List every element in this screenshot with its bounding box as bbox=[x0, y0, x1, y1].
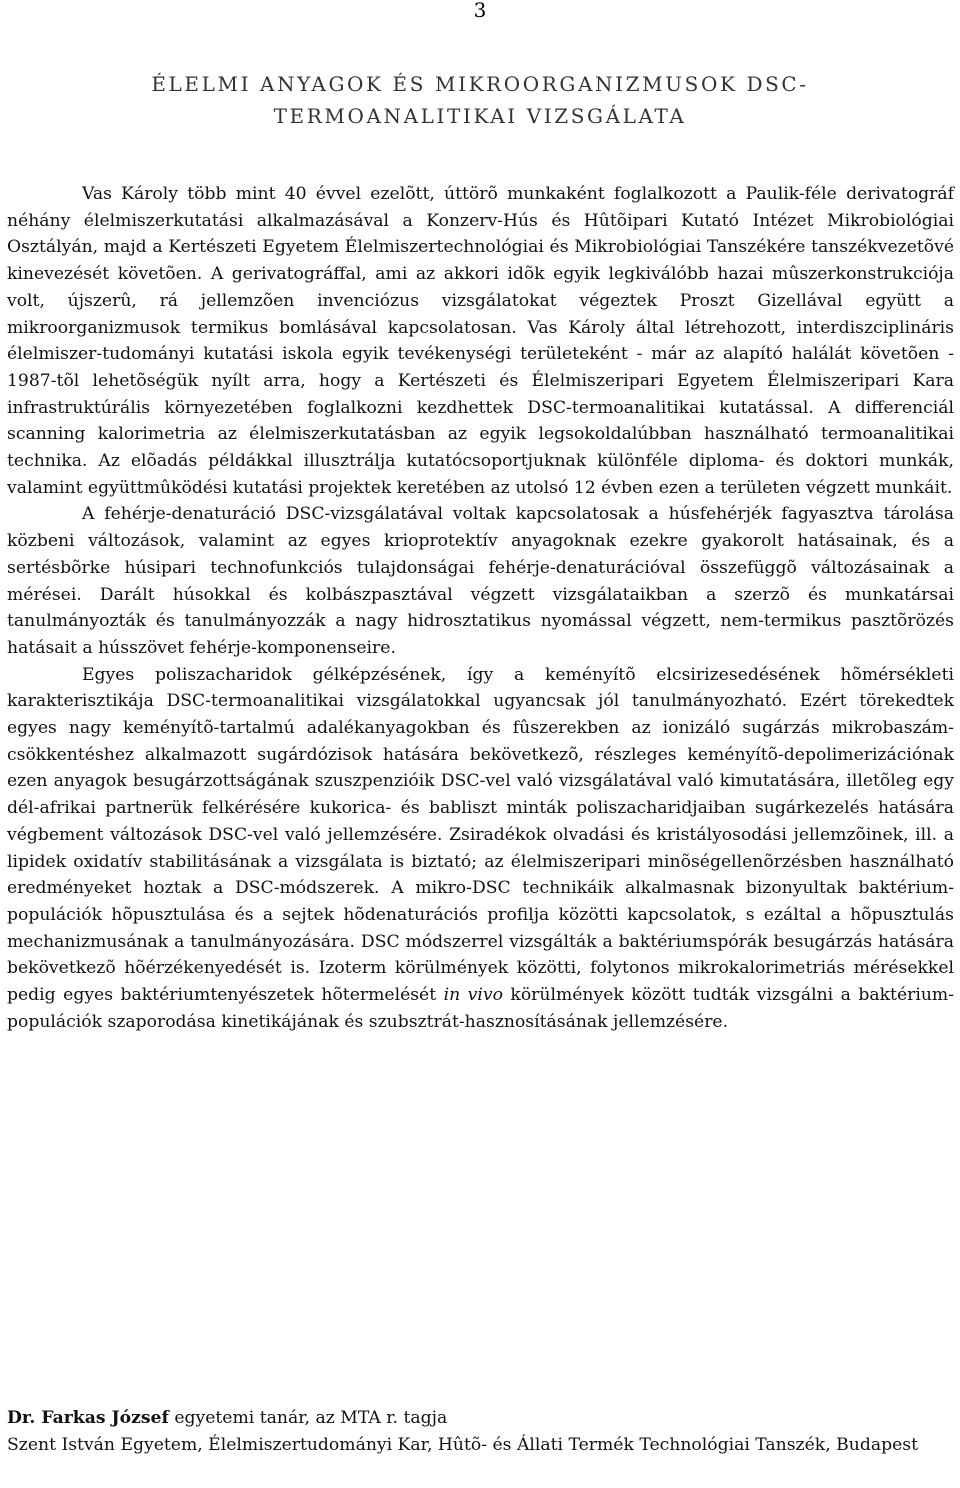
abstract-body bbox=[7, 181, 954, 1036]
author-block bbox=[7, 1405, 954, 1458]
paragraph-3-italic: in vivo bbox=[443, 985, 503, 1006]
page-title bbox=[0, 68, 960, 132]
author-line bbox=[7, 1405, 954, 1432]
author-role: egyetemi tanár, az MTA r. tagja bbox=[168, 1408, 448, 1428]
title-line-1: ÉLELMI ANYAGOK ÉS MIKROORGANIZMUSOK DSC- bbox=[151, 72, 809, 96]
paragraph-3 bbox=[7, 662, 954, 1036]
author-affiliation: Szent István Egyetem, Élelmiszertudományi Kar, Hûtõ- és Állati Termék Technológiai Tanszék, Budapest bbox=[7, 1434, 918, 1455]
page-number: 3 bbox=[473, 0, 487, 22]
paragraph-2: A fehérje-denaturáció DSC-vizsgálatával voltak kapcsolatosak a húsfehérjék fagyasztva tárolása közbeni változások, valamint az egyes krioprotektív anyagoknak ezekre gyakorolt hatásainak, és a sertésbõrke húsipari technofunkciós tulajdonságai fehérje-denaturációval összefüggõ változásainak a mérései. Darált húsokkal és kolbászpasztával végzett vizsgálataikban a szerzõ és munkatársai tanulmányozták és tanulmányozzák a nagy hidrosztatikus nyomással végzett, nem-termikus pasztõrözés hatásait a hússzövet fehérje-komponenseire. bbox=[7, 504, 954, 658]
paragraph-3-text-b: körülmények között tudták vizsgálni a baktérium-populációk szaporodása kinetikájának és szubsztrát-hasznosításának jellemzésére. bbox=[7, 985, 955, 1032]
paragraph-3-text-a: Egyes poliszacharidok gélképzésének, így a keményítõ elcsirizesedésének hõmérsékleti karakterisztikája DSC-termoanalitikai vizsgálatokkal ugyancsak jól tanulmányozható. Ezért törekedtek egyes nagy keményítõ-tartalmú adalékanyagokban és fûszerekben az ionizáló sugárzás mikrobaszám-csökkentéshez alkalmazott sugárdózisok hatására bekövetkezõ, részleges keményítõ-depolimerizációnak ezen anyagok besugárzottságának szuszpenzióik DSC-vel való vizsgálatával való kimutatására, illetõleg egy dél-afrikai partnerük felkérésére kukorica- és babliszt minták poliszacharidjaiban sugárkezelés hatására végbement változások DSC-vel való jellemzésére. Zsiradékok olvadási és kristályosodási jellemzõinek, ill. a lipidek oxidatív stabilitásának a vizsgálata is biztató; az élelmiszeripari minõségellenõrzésben használható eredményeket hoztak a DSC-módszerek. A mikro-DSC technikáik alkalmasnak bizonyultak baktérium-populációk hõpusztulása és a sejtek hõdenaturációs profilja közötti kapcsolatok, s ezáltal a hõpusztulás mechanizmusának a tanulmányozására. DSC módszerrel vizsgálták a baktériumspórák besugárzás hatására bekövetkezõ hõérzékenyedését is. Izoterm körülmények közötti, folytonos mikrokalorimetriás mérésekkel pedig egyes baktériumtenyészetek hõtermelését bbox=[7, 664, 954, 1006]
title-line-2: TERMOANALITIKAI VIZSGÁLATA bbox=[273, 104, 687, 128]
paragraph-1: Vas Károly több mint 40 évvel ezelõtt, úttörõ munkaként foglalkozott a Paulik-féle derivatográf néhány élelmiszerkutatási alkalmazásával a Konzerv-Hús és Hûtõipari Kutató Intézet Mikrobiológiai Osztályán, majd a Kertészeti Egyetem Élelmiszertechnológiai és Mikrobiológiai Tanszékére tanszékvezetõvé kinevezését követõen. A gerivatográffal, ami az akkori idõk egyik legkiválóbb hazai mûszerkonstrukciója volt, újszerû, rá jellemzõen invenciózus vizsgálatokat végeztek Proszt Gizellával együtt a mikroorganizmusok termikus bomlásával kapcsolatosan. Vas Károly által létrehozott, interdiszciplináris élelmiszer-tudományi kutatási iskola egyik tevékenységi területeként - már az alapító halálát követõen - 1987-tõl lehetõségük nyílt arra, hogy a Kertészeti és Élelmiszeripari Egyetem Élelmiszeripari Kara infrastruktúrális környezetében foglalkozni kezdhettek DSC-termoanalitikai kutatással. A differenciál scanning kalorimetria az élelmiszerkutatásban az egyik legsokoldalúbban használható termoanalitikai technika. Az elõadás példákkal illusztrálja kutatócsoportjuknak különféle diploma- és doktori munkák, valamint együttmûködési kutatási projektek keretében az utolsó 12 évben ezen a területen végzett munkáit. bbox=[7, 184, 954, 498]
author-name: Dr. Farkas József bbox=[7, 1408, 169, 1428]
